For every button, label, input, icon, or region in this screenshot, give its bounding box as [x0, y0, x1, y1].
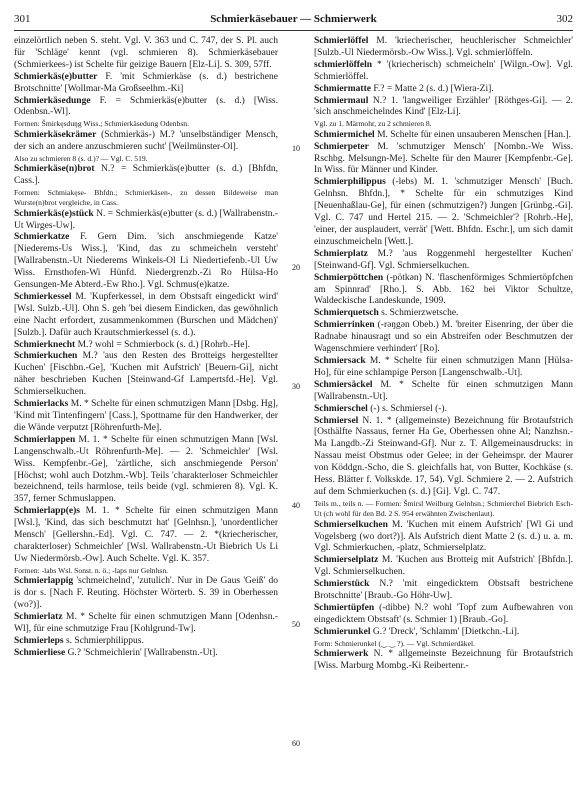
dictionary-entry	[314, 603, 573, 627]
headword: Schmierkäsekrämer	[14, 129, 97, 140]
line-number: 30	[292, 382, 300, 392]
dictionary-entry	[314, 380, 573, 404]
dictionary-entry	[14, 72, 278, 96]
headword: Schmierkatze	[14, 232, 70, 243]
entry-text: M.? 'aus den Resten des Brotteigs hergestellter Kuchen' [Fischbn.-Ge], 'Kuchen mit Aufstrich' [Beuern-Gi], nicht näher beschrieben Kuchen [Steinwand-Gf Lampertsfd.-He]. Vgl. Schmierselkuchen.	[14, 351, 278, 398]
headword: Schmiermichel	[314, 129, 375, 140]
headword: Schmierpeter	[314, 141, 369, 152]
dictionary-entry	[14, 435, 278, 506]
dictionary-entry	[14, 506, 278, 566]
entry-text: N. = Schmierkäs(e)butter (s. d.) [Wallrabenstn.-Ut Wirges-Uw].	[14, 208, 278, 231]
headword: Schmiersäckel	[314, 379, 373, 390]
dictionary-entry	[314, 649, 573, 673]
entry-text: (-dibbe) N.? wohl 'Topf zum Aufbewahren von eingedicktem Obstsaft' (s. Schmier 1) [Braub.-Go].	[314, 603, 573, 625]
dictionary-entry	[314, 177, 573, 248]
left-column	[14, 36, 278, 660]
header-rule	[14, 30, 573, 31]
headword: Schmierlöffel	[314, 36, 369, 46]
headword: Schmierselkuchen	[314, 519, 388, 530]
entry-text: einzelörtlich neben S. steht. Vgl. V. 363 und C. 747, der S. Pl. auch für 'Schläge' kennt (vgl. schmieren 8). Schmierkäsebauer (Schmierkees-) ist Schelte für geizige Bauern [Elz-Li]. S. 309, 57ff.	[14, 36, 278, 70]
dictionary-entry	[314, 356, 573, 380]
headword: Schmierselplatz	[314, 555, 379, 566]
headword: schmierlöffeln	[314, 59, 373, 70]
dictionary-entry	[314, 579, 573, 603]
dictionary-entry	[14, 154, 278, 164]
dictionary-entry	[14, 232, 278, 292]
entry-text: N.? 1. 'langweiliger Erzähler' [Röthges-Gi]. — 2. 'sich anschmeichelndes Kind' [Elz-Li].	[314, 95, 573, 118]
headword: Schmierphilippus	[314, 177, 386, 188]
dictionary-entry	[14, 399, 278, 435]
dictionary-entry	[314, 520, 573, 556]
headword: Schmiertüpfen	[314, 603, 375, 613]
headword: Schmierlatz	[14, 611, 63, 622]
headword: Schmierunkel	[314, 626, 371, 637]
line-number: 50	[292, 620, 300, 630]
entry-text: Formen: -labs Wsl. Sonst. n. ö.; -laps nur Gelnhsn.	[14, 565, 169, 575]
right-column	[314, 36, 573, 673]
entry-text: M. * Schelte für einen schmutzigen Mann [Odenhsn.-Wl], für eine schmutzige Frau [Kohlgrund-Tw].	[14, 611, 278, 634]
headword: Schmierliese	[14, 647, 66, 658]
line-number: 40	[292, 501, 300, 511]
entry-text: M. * Schelte für einen schmutzigen Mann [Dsbg. Hg], 'Kind mit Tintenfingern' [Cass.], Spottname für den Handwerker, der die Wände verputzt [Röhrenfurth-Me].	[14, 399, 278, 433]
entry-text: F. = Schmierkäs(e)butter (s. d.) [Wiss. Odenbsn.-Wl].	[14, 95, 278, 118]
headword: Schmierkuchen	[14, 351, 78, 362]
headword: Schmierkäse(n)brot	[14, 163, 95, 174]
entry-text: M. 'Kuchen mit einem Aufstrich' [Wl Gi und Vogelsberg (wo dort?)]. Als Aufstrich dient Matte 2 (s. d.) u. a. m. Vgl. Schmierkuchen, -platz, Schmierselplatz.	[314, 519, 573, 554]
running-title: Schmierkäsebauer — Schmierwerk	[210, 13, 377, 25]
headword: Schmierstück	[314, 579, 370, 590]
entry-text: Vgl. zu 1. Märmohr, zu 2 schmieren 8.	[314, 119, 432, 129]
dictionary-entry	[314, 499, 573, 520]
headword: Schmierkäs(e)stück	[14, 208, 94, 219]
dictionary-entry	[14, 188, 278, 209]
headword: Schmierkäsedunge	[14, 95, 91, 106]
entry-text: M. 'schmutziger Mensch' [Nombn.-We Wiss. Rschbg. Melsungn-Me]. Schelte für den Maurer [Kempfenbr.-Ge]. In Wiss. für Männer und Kinder.	[314, 141, 573, 176]
entry-text: N. 1. * (allgemeinste) Bezeichnung für Brotaufstrich [Osthälfte Nassaus, ferner Ha Ge, Oberhessen ohne Al; Nanzhsn.-Ma Langdb.-Zi Steinwand-Gf]. Nur z. T. Allgemeinausdrucks: in Nassau meist Obstmus oder Gelee; in der Geheimspr. der Maurer von Köddgn.-Scho, die S. gleichfalls hat, von Butter, Kochkäse (s. Hess. Blätter f. Volkskde. 17, 54). Vgl. Schmiere 2. — 2. Aufstrich auf dem Schmierkuchen (s. d.) [Gi]. Vgl. C. 747.	[314, 415, 573, 497]
headword: Schmierkäs(e)butter	[14, 71, 98, 82]
headword: Schmierrinken	[314, 320, 375, 331]
dictionary-entry	[14, 612, 278, 636]
entry-text: (-rəŋgən Obeb.) M. 'breiter Eisenring, der über die Radnabe hinausragt und so ein Abstreifen oder Beschmutzen der Wagenschmiere verhindert' [Ro].	[314, 320, 573, 355]
entry-text: * '(kriecherisch) schmeicheln' [Wilgn.-Ow]. Vgl. Schmierlöffel.	[314, 59, 573, 82]
headword: Schmierwerk	[314, 649, 369, 660]
headword: Schmierkessel	[14, 291, 72, 302]
entry-text: Teils m., teils n. — Formen: Šmirsl Weilburg Gelnhsn.; Schmierchel Biebrich Esch-Ut (ch wohl für den Bd. 2 S. 954 erwähnten Zwischenlaut).	[314, 498, 573, 519]
entry-text: M. 'Kupferkessel, in dem Obstsaft eingedickt wird' [Wsl. Sulzb.-Ul]. Ohn S. geh 'bei diesem Eindicken, das gewöhnlich eine Nacht erfordert, zusammenkommen (Burschen und Mädchen)' [Sulzb.]. Dafür auch Krautschmierkessel (s. d.).	[14, 291, 278, 338]
headword: Schmiermaul	[314, 95, 369, 106]
page-number-right: 302	[556, 13, 573, 25]
dictionary-entry	[14, 351, 278, 399]
dictionary-entry	[14, 96, 278, 120]
entry-text: 'schmeichelnd', 'zutulich'. Nur in De Gaus 'Geiß' do is dor s. [Nach F. Reuting. Höchster Wörterb. S. 39 in Oberhessen (wo?)].	[14, 576, 278, 610]
headword: Schmierschel	[314, 403, 368, 414]
dictionary-entry	[14, 292, 278, 340]
headword: Schmierpöttchen	[314, 272, 384, 283]
line-number: 20	[292, 263, 300, 273]
entry-text: M.? wohl = Schmierbock (s. d.) [Rohrb.-He].	[75, 339, 250, 350]
dictionary-entry	[314, 249, 573, 273]
entry-text: M.? 'aus Roggenmehl hergestellter Kuchen' [Steinwand-Gf]. Vgl. Schmierselkuchen.	[314, 248, 573, 271]
entry-text: N. * allgemeinste Bezeichnung für Brotaufstrich [Wiss. Marburg Mombg.-Ki Reibertenr.-	[314, 649, 573, 672]
dictionary-entry	[14, 566, 278, 576]
entry-text: N.? 'mit eingedicktem Obstsaft bestrichene Brotschnitte' [Braub.-Go Höhr-Uw].	[314, 579, 573, 602]
entry-text: G.? 'Dreck', 'Schlamm' [Dietkchn.-Li].	[370, 626, 520, 637]
dictionary-entry	[14, 340, 278, 352]
headword: Schmierlapp(e)s	[14, 506, 80, 517]
dictionary-entry	[314, 320, 573, 356]
dictionary-entry	[314, 60, 573, 84]
entry-text: s. Schmierphilippus.	[63, 635, 144, 646]
entry-text: G.? 'Schmeichlerin' [Wallrabenstn.-Ut].	[65, 647, 218, 658]
entry-text: F. Gern Dim. 'sich anschmiegende Katze' [Niederems-Us Wiss.], 'Kind, das zu schmeicheln versteht' [Wallrabenstn.-Ut Niederems Winkels-Ol Li Niedertiefenb.-Ul Uw Wiss. Ernsthofen-Wi Hünfd. Niedergrenzb.-Zi Ro Hülsa-Ho Gensungen-Me Abterd.-Ew Rho.]. Vgl. Schmus(e)katze.	[14, 232, 278, 291]
headword: Schmiersack	[314, 355, 366, 366]
headword: Schmierleps	[14, 635, 64, 646]
dictionary-entry	[314, 273, 573, 309]
dictionary-entry	[14, 119, 278, 129]
entry-text: Formen: Schmiakęse- Bhfdn.; Schmierkäsen-, zu dessen Bildeweise man Wurste(n)brot vergleiche, in Cass.	[14, 187, 278, 208]
dictionary-entry	[314, 308, 573, 320]
line-number: 60	[292, 739, 300, 749]
dictionary-entry	[14, 209, 278, 233]
dictionary-entry	[14, 648, 278, 660]
dictionary-entry	[14, 164, 278, 188]
entry-text: (Schmierkäs-) M.? 'unselbständiger Mensch, der sich an andere anzuschmieren sucht' [Weilmünster-Ol].	[14, 129, 278, 152]
entry-text: Formen: Šmirkęsduŋg Wiss.; Schmierkäsedung Odenbsn.	[14, 119, 190, 129]
dictionary-entry	[314, 416, 573, 499]
dictionary-entry	[314, 84, 573, 96]
headword: Schmierlacks	[14, 399, 69, 410]
entry-text: M. * Schelte für einen schmutzigen Mann [Wallrabenstn.-Ut].	[314, 379, 573, 402]
entry-text: N.? = Schmierkäs(e)butter (s. d.) [Bhfdn, Cass.].	[14, 163, 278, 186]
entry-text: (-) s. Schmiersel (-).	[367, 403, 447, 414]
entry-text: F.? = Matte 2 (s. d.) [Wiera-Zi].	[370, 83, 494, 94]
dictionary-entry	[314, 142, 573, 178]
entry-text: Also zu schmieren 8 (s. d.)? — Vgl. C. 519.	[14, 153, 148, 163]
headword: Schmierplatz	[314, 248, 368, 259]
headword: Schmierquetsch	[314, 308, 379, 319]
dictionary-entry	[314, 404, 573, 416]
entry-text: M. 'kriecherischer, heuchlerischer Schmeichler' [Sulzb.-Ul Niedermörsb.-Ow Wiss.]. Vgl. schmierlöffeln.	[314, 36, 573, 58]
entry-text: Form: Schmierunkel (‿ ‿ ?). — Vgl. Schmierdäkel.	[314, 638, 475, 648]
entry-text: M. 'Kuchen aus Brotteig mit Aufstrich' [Bhfdn.]. Vgl. Schmierselkuchen.	[314, 555, 573, 578]
entry-text: M. 1. * Schelte für einen schmutzigen Mann [Wsl. Langenschwalb.-Ut Röhrenfurth-Me]. — 2. 'Schmeichler' [Wsl. Wiss. Kempfenbr.-Ge], 'zärtliche, sich anschmiegende Person' [Höchst; wohl auch Dotzhm.-Wb]. Teils 'charakterloser Schmeichler bezeichnend, teils harmlose, teils beide (vgl. schmieren 8). Vgl. K. 357, ferner Schmuslappen.	[14, 434, 278, 505]
dictionary-entry	[14, 576, 278, 612]
dictionary-entry	[14, 130, 278, 154]
dictionary-entry	[314, 555, 573, 579]
entry-text: (-lebs) M. 1. 'schmutziger Mensch' [Buch. Gelnhsn. Bhfdn.], * Schelte für ein schmutziges Kind [Neuenhaßlau-Ge], für einen (schmutzigen?) Jungen [Grünbg.-Gi]. Vgl. C. 747 und Hertel 215. — 2. 'Schmeichler'? [Rohrb.-He], 'einer, der ausplaudert, verrät' [Wett. Bhfdn. Eschr.], um sich damit einzuschmeicheln [Wett.].	[314, 177, 573, 247]
headword: Schmierlappen	[14, 434, 76, 445]
dictionary-entry	[314, 96, 573, 120]
dictionary-entry	[314, 627, 573, 639]
line-number: 10	[292, 144, 300, 154]
entry-text: M. 1. * Schelte für einen schmutzigen Mann [Wsl.], 'Kind, das sich beschmutzt hat' [Gelnhsn.], 'unordentlicher Mensch' [Gellershn.-Ed]. Vgl. C. 747. — 2. *(kriecherischer, charakterloser) Schmeichler' [Wsl. Wallrabenstn.-Ut Biebrich Us Li Uw Niedermörsb.-Ow]. Auch Schelte. Vgl. K. 357.	[14, 506, 278, 564]
dictionary-entry	[314, 639, 573, 649]
headword: Schmierlappig	[14, 576, 74, 587]
page-number-left: 301	[14, 13, 31, 25]
headword: Schmiersel	[314, 415, 359, 426]
entry-text: s. Schmierzwetsche.	[378, 308, 459, 319]
page-header	[0, 13, 587, 29]
entry-text: M. * Schelte für einen schmutzigen Mann [Hülsa-Ho], für eine schlampige Person [Langenschwalb.-Ut].	[314, 355, 573, 378]
dictionary-entry	[14, 36, 278, 72]
entry-text: M. Schelte für einen unsauberen Menschen [Han.].	[374, 129, 571, 140]
dictionary-entry	[314, 36, 573, 60]
entry-text: F. 'mit Schmierkäse (s. d.) bestrichene Brotschnitte' [Wollmar-Ma Großseelhm.-Ki]	[14, 71, 278, 94]
headword: Schmierknecht	[14, 339, 76, 350]
dictionary-entry	[14, 636, 278, 648]
entry-text: (-pötkən) N. 'flaschenförmiges Schmiertöpfchen am Spinnrad' [Rho.]. S. Abb. 162 bei Viktor Schultze, Waldeckische Landeskunde, 1909.	[314, 272, 573, 307]
dictionary-entry	[314, 130, 573, 142]
headword: Schmiermatte	[314, 83, 371, 94]
dictionary-entry	[314, 119, 573, 129]
